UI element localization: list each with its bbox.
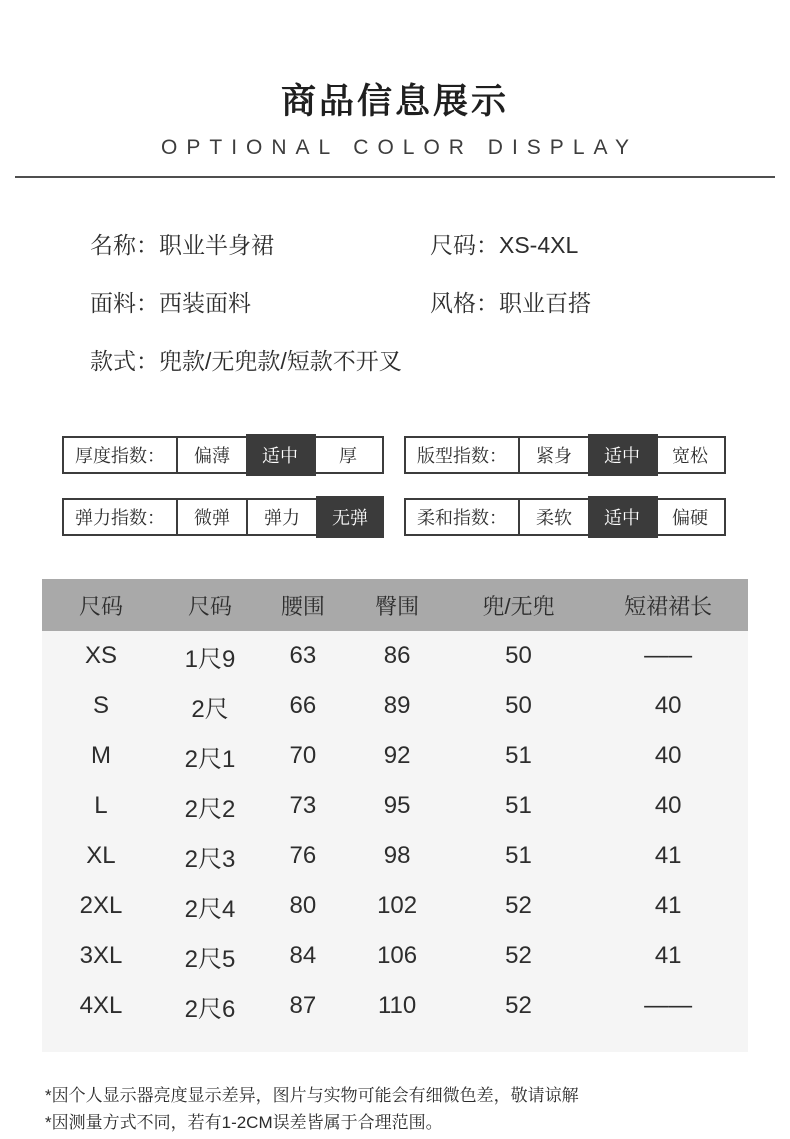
header-cell: 尺码	[188, 593, 233, 619]
table-row	[42, 631, 748, 681]
table-cell: 52	[505, 992, 532, 1019]
index-box-thickness	[62, 436, 384, 474]
table-cell: 98	[383, 842, 411, 869]
table-cell: 2尺6	[184, 995, 236, 1023]
table-cell: 1尺9	[184, 645, 236, 673]
table-cell: 92	[383, 742, 411, 769]
detail-value: XS-4XL	[499, 232, 579, 258]
detail-row-name-size	[90, 230, 790, 260]
footer-notes	[45, 1082, 745, 1136]
table-cell: 52	[505, 892, 532, 919]
index-label: 厚度指数：	[64, 438, 178, 472]
table-cell: 2XL	[79, 892, 123, 919]
table-cell: 106	[377, 942, 418, 969]
header-cell: 尺码	[78, 593, 123, 619]
table-cell: 70	[289, 742, 317, 769]
index-option: 柔软	[520, 500, 590, 534]
index-option: 无弹	[316, 496, 384, 538]
index-label: 弹力指数：	[64, 500, 178, 534]
table-cell: 66	[289, 692, 317, 719]
detail-row-fabric-style	[90, 288, 790, 318]
size-table-body	[42, 631, 748, 1052]
index-box-elasticity	[62, 498, 384, 536]
index-option: 偏硬	[672, 508, 708, 528]
detail-name	[90, 230, 430, 260]
table-cell: M	[90, 742, 111, 769]
table-cell: 2尺5	[184, 945, 236, 973]
index-option: 适中	[246, 434, 316, 476]
header-divider	[15, 176, 775, 178]
table-row	[42, 831, 748, 881]
table-cell: 110	[377, 992, 417, 1019]
index-option: 适中	[588, 434, 658, 476]
table-cell: 86	[383, 642, 411, 669]
index-box-softness	[404, 498, 726, 536]
table-cell: 102	[377, 892, 418, 919]
product-details	[0, 230, 790, 376]
table-cell: L	[94, 792, 108, 819]
table-cell: 51	[505, 742, 532, 769]
table-row	[42, 881, 748, 931]
index-label: 柔和指数：	[406, 500, 520, 534]
table-cell: 73	[289, 792, 317, 819]
index-option: 宽松	[672, 446, 708, 466]
table-cell: 87	[289, 992, 317, 1019]
table-cell: 63	[289, 642, 317, 669]
detail-label: 风格：	[430, 290, 499, 316]
index-option: 微弹	[178, 500, 248, 534]
detail-value: 职业百搭	[499, 290, 591, 316]
detail-label: 面料：	[90, 290, 159, 316]
header-cell: 兜/无兜	[482, 593, 555, 619]
detail-value: 兜款/无兜款/短款不开叉	[159, 348, 402, 374]
header-cell: 腰围	[280, 593, 325, 619]
table-cell: 51	[505, 842, 532, 869]
table-cell: 84	[289, 942, 317, 969]
page-title: 商品信息展示	[280, 82, 509, 121]
table-cell: 80	[289, 892, 317, 919]
table-cell: XL	[86, 842, 116, 869]
table-cell: 40	[654, 742, 682, 769]
table-cell: 2尺2	[184, 795, 236, 823]
detail-row-cut	[90, 346, 790, 376]
detail-label: 名称：	[90, 232, 159, 258]
table-cell: S	[92, 692, 109, 719]
header-cell: 短裙裙长	[624, 593, 713, 619]
index-option: 紧身	[520, 438, 590, 472]
table-cell: 76	[289, 842, 317, 869]
table-cell: 40	[654, 692, 682, 719]
table-cell: 52	[505, 942, 532, 969]
size-table-header	[42, 579, 748, 631]
table-row	[42, 981, 748, 1031]
table-cell: 50	[505, 642, 532, 669]
index-option: 偏薄	[178, 438, 248, 472]
detail-fabric	[90, 288, 430, 318]
detail-value: 职业半身裙	[159, 232, 274, 258]
table-cell: 41	[654, 892, 682, 919]
index-grid	[0, 436, 790, 536]
table-cell: 50	[505, 692, 532, 719]
table-row	[42, 681, 748, 731]
table-cell: 41	[654, 842, 682, 869]
table-cell: 51	[505, 792, 532, 819]
table-cell: 41	[654, 942, 682, 969]
table-cell: 95	[383, 792, 411, 819]
table-cell: 3XL	[79, 942, 123, 969]
table-cell: XS	[84, 642, 117, 669]
detail-label: 款式：	[90, 348, 159, 374]
size-table	[42, 579, 748, 1052]
page-subtitle: OPTIONAL COLOR DISPLAY	[161, 136, 638, 159]
detail-label: 尺码：	[430, 232, 499, 258]
footer-note: *因个人显示器亮度显示差异，图片与实物可能会有细微色差，敬请谅解	[45, 1086, 579, 1105]
index-box-fit	[404, 436, 726, 474]
detail-cut	[90, 346, 430, 376]
table-cell: ——	[644, 642, 693, 669]
index-option: 厚	[339, 446, 357, 466]
table-cell: 2尺	[191, 695, 229, 723]
index-option: 适中	[588, 496, 658, 538]
table-cell: ——	[644, 992, 693, 1019]
table-cell: 2尺4	[184, 895, 236, 923]
index-label: 版型指数：	[406, 438, 520, 472]
table-cell: 4XL	[79, 992, 123, 1019]
table-cell: 40	[654, 792, 682, 819]
detail-size	[430, 230, 578, 260]
table-cell: 2尺3	[184, 845, 236, 873]
detail-value: 西装面料	[159, 290, 251, 316]
table-row	[42, 931, 748, 981]
table-row	[42, 781, 748, 831]
detail-style	[430, 288, 591, 318]
table-cell: 2尺1	[184, 745, 236, 773]
footer-note: *因测量方式不同，若有1-2CM误差皆属于合理范围。	[45, 1113, 443, 1132]
table-row	[42, 731, 748, 781]
header-cell: 臀围	[375, 593, 420, 619]
table-cell: 89	[383, 692, 411, 719]
index-option: 弹力	[248, 500, 318, 534]
